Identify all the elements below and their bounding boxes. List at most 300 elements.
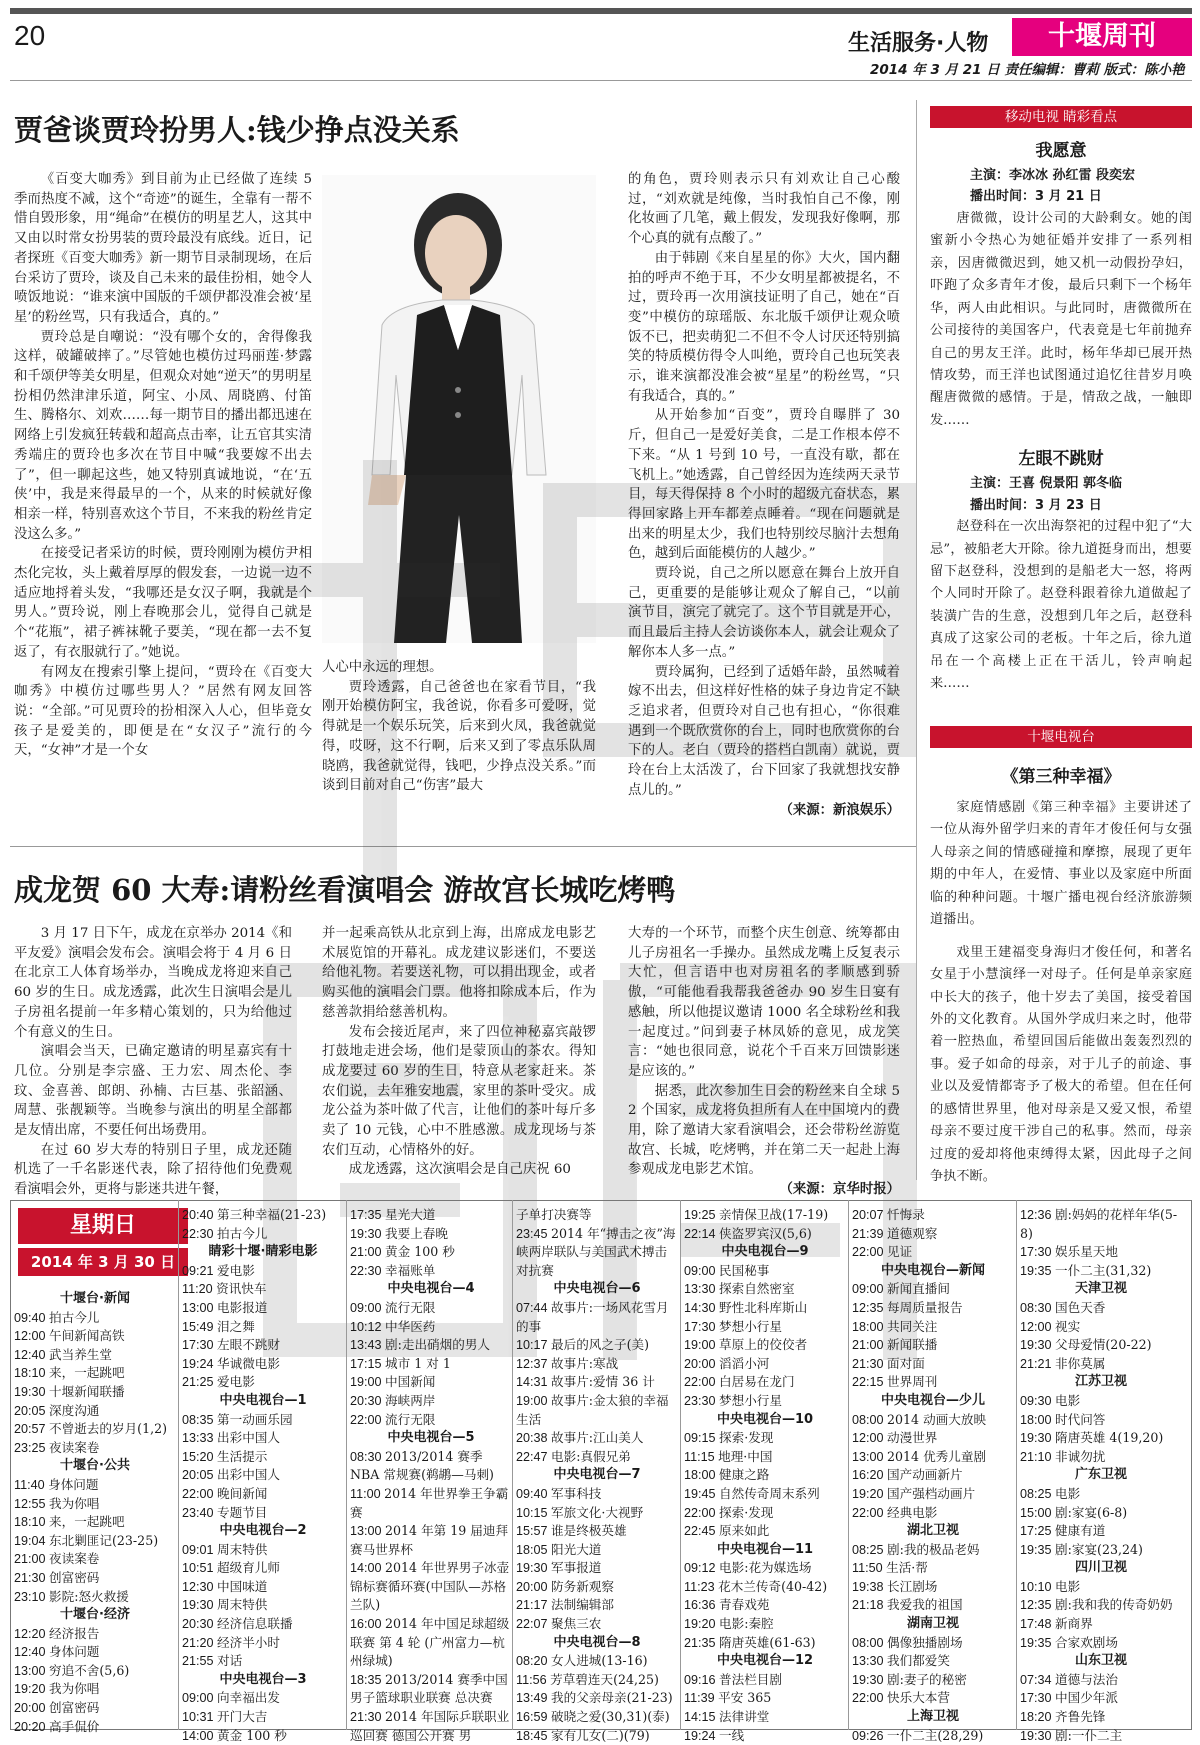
listing-item bbox=[516, 1578, 678, 1597]
listing-time: 23:25 bbox=[14, 1440, 50, 1455]
listing-time: 11:50 bbox=[852, 1561, 887, 1576]
listing-program: 第三种幸福(21-23) bbox=[217, 1207, 327, 1222]
show-airtime: 播出时间：3 月 23 日 bbox=[970, 497, 1102, 513]
listing-item bbox=[684, 1355, 846, 1374]
listing-item bbox=[14, 1550, 176, 1569]
listing-item bbox=[14, 1309, 176, 1328]
listing-time: 10:17 bbox=[516, 1338, 552, 1353]
listing-item bbox=[684, 1299, 846, 1318]
listing-time: 23:45 bbox=[516, 1226, 552, 1241]
listing-item bbox=[182, 1429, 344, 1448]
listing-item bbox=[516, 1504, 678, 1523]
listing-program: 故事片:爱情 36 计 bbox=[551, 1374, 655, 1390]
listing-program: 面对面 bbox=[887, 1355, 925, 1371]
listing-time: 13:00 bbox=[14, 1663, 50, 1678]
channel-heading: 中央电视台—7 bbox=[553, 1467, 641, 1483]
listing-item bbox=[182, 1206, 344, 1225]
listing-time: 19:00 bbox=[350, 1375, 386, 1390]
listing-item bbox=[852, 1689, 1014, 1708]
channel-heading: 天津卫视 bbox=[1074, 1281, 1127, 1297]
listing-program: 午间新闻高铁 bbox=[49, 1328, 125, 1344]
listing-item bbox=[852, 1336, 1014, 1355]
listing-item bbox=[684, 1392, 846, 1411]
listing-item bbox=[350, 1243, 512, 1262]
listing-item bbox=[350, 1206, 512, 1225]
listing-time: 19:45 bbox=[684, 1486, 720, 1501]
listing-item bbox=[516, 1299, 678, 1336]
listing-program: 身体问题 bbox=[49, 1644, 100, 1660]
listing-time: 13:00 bbox=[182, 1300, 218, 1315]
listing-item bbox=[1020, 1634, 1182, 1653]
listing-program: 2014 年世界拳王争霸赛 bbox=[350, 1485, 509, 1520]
listing-time: 14:31 bbox=[516, 1375, 552, 1390]
tv-column bbox=[1020, 1206, 1182, 1743]
listing-time: 14:00 bbox=[182, 1728, 218, 1743]
listing-program: 见证 bbox=[887, 1244, 913, 1260]
channel-heading: 湖南卫视 bbox=[906, 1616, 959, 1632]
listing-program: 夜读案卷 bbox=[49, 1439, 100, 1455]
listing-item bbox=[852, 1671, 1014, 1690]
listing-item bbox=[852, 1466, 1014, 1485]
listing-item bbox=[852, 1596, 1014, 1615]
paragraph: 成龙透露，这次演唱会是自己庆祝 60 bbox=[348, 1162, 571, 1178]
listing-time: 19:04 bbox=[14, 1533, 50, 1548]
listing-item bbox=[182, 1411, 344, 1430]
listing-item bbox=[1020, 1596, 1182, 1615]
listing-item bbox=[14, 1625, 176, 1644]
listing-program: 偶像独播剧场 bbox=[887, 1634, 963, 1650]
listing-time: 11:00 bbox=[350, 1486, 385, 1501]
listing-item bbox=[516, 1652, 678, 1671]
listing-item bbox=[684, 1522, 846, 1541]
show-cast: 主演：王喜 倪景阳 郭冬临 bbox=[970, 476, 1123, 492]
paragraph: 从开始参加“百变”，贾玲自曝胖了 30 斤，但自己一是爱好美食，二是工作根本停不下来。“从 1 号到 10 号，一直没有歇，都在飞机上。”她透露，自己曾经因为连续两天录节目，每天得保持 8 个小时的超级亢奋状态，累得回家路上开车都差点睡着。“现在问题就是出来的明星太少，我们也特别绞尽脑汁去想角色，越到后面能模仿的人越少。” bbox=[628, 408, 900, 562]
listing-program: 父母爱情(20-22) bbox=[1055, 1337, 1152, 1353]
listing-program: 流行无限 bbox=[385, 1299, 436, 1315]
listing-item bbox=[182, 1578, 344, 1597]
listing-item bbox=[182, 1727, 344, 1745]
listing-time: 20:57 bbox=[14, 1422, 50, 1437]
channel-heading: 中央电视台—新闻 bbox=[880, 1262, 985, 1278]
listing-item bbox=[14, 1439, 176, 1458]
listing-program: 2014 年“搏击之夜”海峡两岸联队与美国武术搏击对抗赛 bbox=[516, 1225, 676, 1278]
listing-program: 滔滔小河 bbox=[719, 1355, 770, 1371]
listing-program: 法制编辑部 bbox=[551, 1597, 614, 1613]
listing-program: 流行无限 bbox=[385, 1411, 436, 1427]
listing-time: 20:07 bbox=[852, 1208, 888, 1222]
listing-time: 20:05 bbox=[182, 1468, 218, 1483]
listing-program: 世界周刊 bbox=[887, 1374, 938, 1390]
listing-program: 隋唐英雄(61-63) bbox=[719, 1634, 816, 1650]
listing-item bbox=[852, 1652, 1014, 1671]
listing-time: 17:15 bbox=[350, 1356, 386, 1371]
listing-item bbox=[684, 1429, 846, 1448]
listing-program: 电影 bbox=[1055, 1392, 1081, 1408]
listing-time: 21:20 bbox=[182, 1635, 218, 1650]
sidebar-header-shiyan-tv: 十堰电视台 bbox=[930, 726, 1192, 748]
listing-item bbox=[14, 1364, 176, 1383]
listing-item bbox=[852, 1727, 1014, 1745]
listing-time: 15:49 bbox=[182, 1319, 218, 1334]
listing-time: 22:45 bbox=[684, 1524, 720, 1539]
listing-item bbox=[182, 1373, 344, 1392]
top-rule bbox=[10, 8, 1192, 14]
listing-program: 剧:妈妈的花样年华(5-8) bbox=[1020, 1207, 1178, 1241]
listing-item bbox=[852, 1206, 1014, 1225]
channel-heading: 江苏卫视 bbox=[1074, 1374, 1127, 1390]
listing-time: 19:30 bbox=[350, 1226, 386, 1241]
tv-column bbox=[684, 1206, 846, 1743]
listing-program: 我要上春晚 bbox=[385, 1225, 448, 1241]
listing-item bbox=[182, 1448, 344, 1467]
listing-program: 故事片:金太狼的幸福生活 bbox=[516, 1392, 669, 1427]
listing-program: 开门大吉 bbox=[217, 1709, 268, 1725]
paragraph: 的角色，贾玲则表示只有刘欢让自己心酸过，“刘欢就是纯像，当时我怕自己不像，刚化妆画了几笔，戴上假发，发现我好像啊，那个心真的就有点酸了。” bbox=[628, 172, 900, 247]
article1-col3 bbox=[628, 170, 900, 820]
listing-item bbox=[852, 1634, 1014, 1653]
listing-item bbox=[516, 1448, 678, 1467]
listing-item bbox=[14, 1718, 176, 1737]
listing-time: 20:00 bbox=[516, 1579, 552, 1594]
listing-item bbox=[14, 1402, 176, 1421]
listing-program: 剧:我和我的传奇奶奶 bbox=[1055, 1597, 1173, 1613]
channel-heading: 湖北卫视 bbox=[906, 1523, 959, 1539]
listing-item bbox=[182, 1615, 344, 1634]
listing-time: 12:00 bbox=[14, 1329, 50, 1344]
listing-program: 左眼不跳财 bbox=[217, 1337, 280, 1353]
listing-item bbox=[350, 1225, 512, 1244]
listing-time: 21:25 bbox=[182, 1375, 218, 1390]
listing-item bbox=[684, 1689, 846, 1708]
listing-item bbox=[182, 1466, 344, 1485]
paragraph: 演唱会当天，已确定邀请的明星嘉宾有十几位。分别是李宗盛、王力宏、周杰伦、李玟、金喜善、郎朗、孙楠、古巨基、张韶涵、周慧、张靓颖等。当晚参与演出的明星全部都是友情出席，不要任何出场费用。 bbox=[14, 1044, 292, 1139]
listing-time: 21:00 bbox=[350, 1245, 386, 1260]
listing-time: 19:30 bbox=[1020, 1431, 1056, 1446]
channel-heading: 睛彩十堰·睛彩电影 bbox=[208, 1244, 318, 1260]
listing-time: 14:00 bbox=[350, 1561, 386, 1576]
listing-time: 18:45 bbox=[516, 1728, 552, 1743]
listing-program: 身体问题 bbox=[48, 1476, 99, 1492]
listing-time: 08:00 bbox=[852, 1635, 888, 1650]
listing-time: 20:05 bbox=[14, 1403, 50, 1418]
listing-program: 2014 年世界男子冰壶锦标赛循环赛(中国队—苏格兰队) bbox=[350, 1560, 510, 1613]
listing-time: 09:00 bbox=[852, 1282, 888, 1297]
listing-time: 09:40 bbox=[516, 1486, 552, 1501]
listing-program: 2014 年中国足球超级联赛 第 4 轮 (广州富力—杭州绿城) bbox=[350, 1616, 510, 1669]
listing-time: 19:30 bbox=[1020, 1728, 1056, 1743]
listing-item bbox=[350, 1522, 512, 1559]
listing-item bbox=[852, 1355, 1014, 1374]
listing-time: 22:47 bbox=[516, 1449, 552, 1464]
listing-time: 23:10 bbox=[14, 1589, 50, 1604]
listing-program: 视实 bbox=[1055, 1318, 1081, 1334]
listing-time: 15:00 bbox=[1020, 1505, 1056, 1520]
listing-time: 16:59 bbox=[516, 1710, 552, 1725]
tv-date: 2014 年 3 月 30 日 bbox=[18, 1248, 188, 1276]
listing-program: 梦想小行星 bbox=[719, 1318, 782, 1334]
listing-program: 剧:家宴(6-8) bbox=[1055, 1504, 1128, 1520]
listing-time: 18:35 bbox=[350, 1672, 386, 1687]
listing-item bbox=[350, 1392, 512, 1411]
listing-time: 18:20 bbox=[1020, 1710, 1056, 1725]
listing-item bbox=[182, 1689, 344, 1708]
listing-program: 长江剧场 bbox=[887, 1578, 938, 1594]
listing-program: 经济报告 bbox=[49, 1625, 100, 1641]
listing-item bbox=[14, 1420, 176, 1439]
listing-time: 18:00 bbox=[684, 1468, 720, 1483]
listing-item bbox=[350, 1299, 512, 1318]
tv-column-divider bbox=[680, 1200, 681, 1730]
listing-time: 22:07 bbox=[516, 1617, 552, 1632]
listing-time: 12:40 bbox=[14, 1347, 50, 1362]
listing-item bbox=[1020, 1541, 1182, 1560]
listing-item bbox=[182, 1596, 344, 1615]
listing-time: 11:15 bbox=[684, 1449, 719, 1464]
listing-program: 电影 bbox=[1055, 1578, 1081, 1594]
show-synopsis: 唐微微，设计公司的大龄剩女。她的闺蜜新小令热心为她征婚并安排了一系列相亲，因唐微微迟到，她又机一动假扮孕妇，吓跑了众多青年才俊，最后只剩下一个杨年华，两人由此相识。与此同时，唐微微所在公司接待的美国客户，代表竟是七年前抛弃自己的男友王洋。此时，杨年华却已展开热情攻势，而王洋也试图通过追忆往昔岁月唤醒唐微微的感情。于是，情敌之战，一触即发…… bbox=[930, 210, 1192, 428]
listing-item bbox=[182, 1280, 344, 1299]
listing-program: 海峡两岸 bbox=[385, 1392, 436, 1408]
listing-time: 16:36 bbox=[684, 1598, 720, 1613]
listing-time: 21:00 bbox=[14, 1552, 50, 1567]
listing-time: 20:38 bbox=[516, 1431, 552, 1446]
listing-program: 娱乐星天地 bbox=[1055, 1244, 1118, 1260]
listing-time: 16:20 bbox=[852, 1468, 888, 1483]
listing-program: 芳草碧连天(24,25) bbox=[550, 1671, 659, 1687]
listing-program: 我爱我的祖国 bbox=[887, 1597, 963, 1613]
listing-time: 10:12 bbox=[350, 1319, 386, 1334]
show-synopsis: 戏里王建福变身海归才俊任何，和著名女星于小慧演绎一对母子。任何是单亲家庭中长大的孩子，他十岁去了美国，接受着国外的文化教育。从国外学成归来之时，他带着一腔热血，希望回国后能做出轰轰烈烈的事。爱子如命的母亲，对于儿子的前途、事业以及爱情都寄予了极大的希望。但在任何的感情世界里，他对母亲是又爱又恨，希望母亲不要过度干涉自己的私事。然而，母亲过度的爱却将他束缚得太紧，因此母子之间争执不断。 bbox=[930, 944, 1192, 1184]
listing-item bbox=[852, 1485, 1014, 1504]
listing-item bbox=[1020, 1262, 1182, 1281]
listing-program: 道德观察 bbox=[887, 1225, 938, 1241]
listing-time: 17:25 bbox=[1020, 1524, 1056, 1539]
listing-item bbox=[14, 1346, 176, 1365]
article1-col2 bbox=[322, 658, 596, 796]
listing-time: 11:40 bbox=[14, 1477, 49, 1492]
listing-item bbox=[516, 1522, 678, 1541]
listing-item bbox=[1020, 1429, 1182, 1448]
listing-item bbox=[516, 1689, 678, 1708]
listing-program: 快乐大本营 bbox=[887, 1690, 950, 1706]
listing-item bbox=[1020, 1727, 1182, 1745]
listing-time: 08:25 bbox=[852, 1542, 888, 1557]
paragraph: 由于韩剧《来自星星的你》大火，国内翻拍的呼声不绝于耳，不少女明星都被提名，不过，贾玲再一次用演技证明了自己，她在“百变”中模仿的琼瑶版、东北版千颂伊让观众喷饭不已，把卖萌犯二不但不令人讨厌还特别搞笑的特质模仿得令人叫绝，贾玲自己也玩笑表示，谁来演都没准会被“星星”的粉丝骂，“只有我适合，真的。” bbox=[628, 250, 900, 404]
article-divider bbox=[10, 846, 916, 847]
listing-program: 不曾逝去的岁月(1,2) bbox=[49, 1421, 168, 1437]
listing-item bbox=[350, 1355, 512, 1374]
listing-time: 20:40 bbox=[182, 1208, 218, 1222]
listing-item bbox=[182, 1708, 344, 1727]
listing-time: 21:35 bbox=[684, 1635, 720, 1650]
listing-item bbox=[14, 1513, 176, 1532]
listing-program: 2014 年第 19 届迪拜赛马世界杯 bbox=[350, 1523, 509, 1557]
listing-program: 拍古今儿 bbox=[217, 1225, 268, 1241]
listing-item bbox=[516, 1429, 678, 1448]
listing-program: 忏悔录 bbox=[887, 1207, 925, 1222]
listing-time: 11:39 bbox=[684, 1691, 719, 1706]
listing-program: 中华医药 bbox=[385, 1318, 436, 1334]
listing-program: 生活·帮 bbox=[886, 1560, 928, 1576]
listing-time: 21:55 bbox=[182, 1654, 218, 1669]
listing-time: 19:30 bbox=[182, 1598, 218, 1613]
paragraph: 贾玲说，自己之所以愿意在舞台上放开自己，更重要的是能够让观众了解自己，“以前演节目，演完了就完了。这个节目就是开心，而且最后主持人会访谈你本人，就会让观众了解你本人多一点。” bbox=[628, 566, 900, 660]
listing-program: 新商界 bbox=[1055, 1616, 1093, 1632]
listing-time: 21:21 bbox=[1020, 1356, 1056, 1371]
listing-program: 影院:怒火救援 bbox=[49, 1588, 129, 1604]
paragraph: 在接受记者采访的时候，贾玲刚刚为模仿尹相杰化完妆，头上戴着厚厚的假发套，一边说一边不适应地捋着头发，“我哪还是女汉子啊，我就是个男人。”贾玲说，刚上春晚那会儿，觉得自己就是个“花瓶”，裙子裤袜靴子要美，“现在都一去不复返了，有衣服就行了。”她说。 bbox=[14, 546, 312, 660]
listing-time: 22:00 bbox=[684, 1505, 720, 1520]
listing-time: 15:20 bbox=[182, 1449, 218, 1464]
channel-heading: 中央电视台—5 bbox=[387, 1430, 475, 1446]
listing-program: 健康之路 bbox=[719, 1467, 770, 1483]
tv-column bbox=[14, 1290, 176, 1734]
listing-program: 阳光大道 bbox=[551, 1541, 602, 1557]
listing-time: 12:40 bbox=[14, 1645, 50, 1660]
tv-day: 星期日 bbox=[18, 1208, 188, 1244]
listing-time: 22:00 bbox=[852, 1505, 888, 1520]
listing-time: 21:30 bbox=[852, 1356, 888, 1371]
listing-program: 破晓之爱(30,31)(泰) bbox=[551, 1709, 670, 1725]
listing-time: 22:00 bbox=[684, 1375, 720, 1390]
listing-item bbox=[1020, 1336, 1182, 1355]
channel-heading: 中央电视台—12 bbox=[716, 1653, 814, 1669]
listing-program: 超级育儿师 bbox=[217, 1560, 280, 1576]
listing-program: 亲情保卫战(17-19) bbox=[719, 1207, 829, 1222]
listing-time: 23:40 bbox=[182, 1505, 218, 1520]
listing-time: 09:15 bbox=[684, 1431, 720, 1446]
channel-heading: 十堰台·公共 bbox=[60, 1458, 130, 1474]
listing-time: 09:26 bbox=[852, 1728, 888, 1743]
listing-program: 经典电影 bbox=[887, 1504, 938, 1520]
listing-time: 10:10 bbox=[1020, 1579, 1056, 1594]
listing-program: 梦想小行星 bbox=[719, 1392, 782, 1408]
listing-time: 09:21 bbox=[182, 1263, 218, 1278]
listing-item bbox=[350, 1373, 512, 1392]
listing-item bbox=[684, 1336, 846, 1355]
listing-time: 12:35 bbox=[1020, 1598, 1056, 1613]
listing-program: 聚焦三农 bbox=[551, 1616, 602, 1632]
listing-time: 18:00 bbox=[852, 1319, 888, 1334]
show-title: 我愿意 bbox=[1035, 141, 1087, 161]
listing-program: 华诚微电影 bbox=[217, 1355, 280, 1371]
listing-item bbox=[516, 1485, 678, 1504]
listing-time: 18:10 bbox=[14, 1366, 50, 1381]
listing-item bbox=[852, 1318, 1014, 1337]
paragraph: 贾玲透露，自己爸爸也在家看节目，“我刚开始模仿阿宝，我爸说，你看多可爱呀，觉得就是一个娱乐玩笑，后来到火凤，我爸就觉得，哎呀，这不行啊，后来又到了零点乐队周晓鸥，我爸就觉得，钱吧，少挣点没关系。”而谈到目前对自己“伤害”最大 bbox=[322, 679, 596, 794]
listing-item bbox=[684, 1448, 846, 1467]
listing-time: 22:30 bbox=[182, 1226, 218, 1241]
listing-program: 法律讲堂 bbox=[719, 1709, 770, 1725]
listing-item bbox=[14, 1476, 176, 1495]
listing-program: 爱电影 bbox=[217, 1374, 255, 1390]
listing-item bbox=[1020, 1615, 1182, 1634]
listing-time: 09:00 bbox=[182, 1691, 218, 1706]
listing-program: 向幸福出发 bbox=[217, 1690, 280, 1706]
listing-time: 20:00 bbox=[14, 1701, 50, 1716]
listing-time: 12:00 bbox=[852, 1431, 888, 1446]
tv-column-divider bbox=[848, 1200, 849, 1730]
listing-program: 探索自然密室 bbox=[719, 1281, 795, 1297]
channel-heading: 十堰台·新闻 bbox=[60, 1291, 130, 1306]
listing-time: 14:15 bbox=[684, 1710, 720, 1725]
listing-time: 12:55 bbox=[14, 1496, 50, 1511]
listing-program: 合家欢剧场 bbox=[1055, 1634, 1118, 1650]
listing-item bbox=[684, 1615, 846, 1634]
show-title: 左眼不跳财 bbox=[1018, 449, 1104, 470]
listing-time: 08:30 bbox=[1020, 1300, 1056, 1315]
listing-program: 来，一起跳吧 bbox=[49, 1514, 125, 1530]
channel-heading: 中央电视台—4 bbox=[387, 1281, 475, 1297]
listing-program: 道德与法治 bbox=[1055, 1671, 1118, 1687]
listing-time: 22:14 bbox=[684, 1226, 720, 1241]
listing-time: 11:56 bbox=[516, 1672, 551, 1687]
listing-program: 新闻直播间 bbox=[887, 1281, 950, 1297]
listing-item bbox=[684, 1578, 846, 1597]
listing-item bbox=[182, 1652, 344, 1671]
paragraph: 贾玲属狗，已经到了适婚年龄，虽然喊着嫁不出去，但这样好性格的妹子身边肯定不缺乏追求者，但贾玲对自己也有担心，“你很难遇到一个既欣赏你的台上，同时也欣赏你的台下的人。老白（贾玲的搭档白凯南）就说，贾玲在台上太活泼了，台下回家了我就想找安静点儿的。” bbox=[628, 664, 900, 798]
listing-program: 2014 动画大放映 bbox=[887, 1411, 987, 1427]
listing-time: 19:24 bbox=[684, 1728, 720, 1743]
listing-time: 21:17 bbox=[516, 1598, 552, 1613]
listing-program: 黄金 100 秒 bbox=[217, 1727, 287, 1743]
article2-title: 成龙贺 60 大寿:请粉丝看演唱会 游故宫长城吃烤鸭 bbox=[14, 873, 676, 907]
listing-item bbox=[1020, 1243, 1182, 1262]
listing-item bbox=[516, 1596, 678, 1615]
listing-item bbox=[516, 1225, 678, 1281]
listing-item bbox=[684, 1671, 846, 1690]
listing-time: 22:00 bbox=[852, 1691, 888, 1706]
listing-program: 经济半小时 bbox=[217, 1634, 280, 1650]
listing-program: 女人进城(13-16) bbox=[551, 1653, 648, 1669]
listing-item bbox=[1020, 1485, 1182, 1504]
listing-time: 13:30 bbox=[852, 1654, 888, 1669]
listing-item bbox=[852, 1559, 1014, 1578]
article2-col2 bbox=[322, 924, 596, 1180]
listing-program: 探索·发现 bbox=[719, 1504, 774, 1520]
listing-program: 电影报道 bbox=[217, 1299, 268, 1315]
listing-program: 电影:秦腔 bbox=[719, 1616, 774, 1632]
listing-program: 青春戏苑 bbox=[719, 1597, 770, 1613]
listing-program: 共同关注 bbox=[887, 1318, 938, 1334]
paragraph: 贾玲总是自嘲说：“没有哪个女的，舍得像我这样，破罐破摔了。”尽管她也模仿过玛丽莲·梦露和千颂伊等美女明星，但观众对她“逆天”的男明星扮相仍然津津乐道，阿宝、小凤、周晓鸥、付笛生、腾格尔、刘欢……每一期节目的播出都迅速在网络上引发疯狂转载和超高点击率，让五官其实清秀端庄的贾玲也多次在节目中喊“我要嫁不出去了”，但一聊起这些，她又特别真诚地说，“在‘五侠’中，我是来得最早的一个，从来的时候就好像相亲一样，特别喜欢这个节目，不来我的粉丝肯定没这么多。” bbox=[14, 329, 312, 542]
listing-item bbox=[1020, 1578, 1182, 1597]
channel-heading: 四川卫视 bbox=[1074, 1560, 1127, 1576]
listing-program: 出彩中国人 bbox=[217, 1467, 280, 1483]
paragraph: 3 月 17 日下午，成龙在京举办 2014《和平友爱》演唱会发布会。演唱会将于 4 月 6 日在北京工人体育场举办，当晚成龙将迎来自己 60 岁的生日。成龙透露，此次生日演唱会是儿子房祖名提前一年多精心策划的，只为给他过个有意义的生日。 bbox=[14, 926, 292, 1040]
listing-time: 13:00 bbox=[852, 1449, 888, 1464]
channel-heading: 中央电视台—3 bbox=[219, 1671, 307, 1687]
paragraph: 大寿的一个环节，而整个庆生创意、统筹都由儿子房祖名一手操办。虽然成龙嘴上反复表示大忙，但言语中也对房祖名的孝顺感到骄傲，“可能他看我帮我爸爸办 90 岁生日宴有感触，所以他提议邀请 1000 名全球粉丝和我一起度过。”问到妻子林凤娇的意见，成龙笑言：“她也很同意，说花个千百来万回馈影迷是应该的。” bbox=[628, 926, 900, 1079]
listing-time: 12:30 bbox=[182, 1579, 218, 1594]
listing-program: 泪之舞 bbox=[217, 1318, 255, 1334]
listing-time: 22:00 bbox=[350, 1412, 386, 1427]
listing-item bbox=[852, 1411, 1014, 1430]
listing-item bbox=[516, 1355, 678, 1374]
listing-item bbox=[684, 1466, 846, 1485]
listing-program: 家有儿女(二)(79) bbox=[551, 1727, 650, 1743]
tv-column-divider bbox=[346, 1200, 347, 1730]
sidebar-mobile-tv bbox=[930, 106, 1192, 696]
listing-program: 草原上的佼佼者 bbox=[719, 1337, 808, 1353]
listing-item bbox=[1020, 1522, 1182, 1541]
listing-item bbox=[14, 1699, 176, 1718]
listing-time: 21:39 bbox=[852, 1226, 888, 1241]
listing-item bbox=[684, 1206, 846, 1225]
listing-item bbox=[350, 1559, 512, 1615]
listing-item bbox=[1020, 1411, 1182, 1430]
listing-program: 普法栏目剧 bbox=[719, 1671, 782, 1687]
